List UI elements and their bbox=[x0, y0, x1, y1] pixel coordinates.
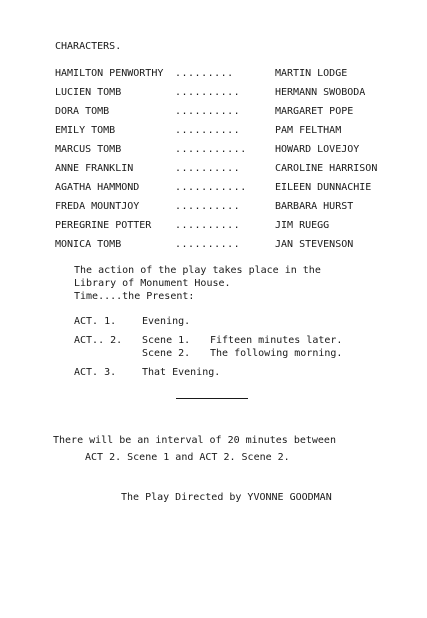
leader-dots: .......... bbox=[175, 163, 241, 174]
leader-dots: .......... bbox=[175, 239, 241, 250]
actor-name: JAN STEVENSON bbox=[275, 239, 354, 250]
scene-label: Scene 2. bbox=[142, 348, 191, 359]
leader-dots: ......... bbox=[175, 68, 234, 79]
scene-label: Evening. bbox=[142, 316, 191, 327]
character-name: FREDA MOUNTJOY bbox=[55, 201, 140, 212]
actor-name: HOWARD LOVEJOY bbox=[275, 144, 360, 155]
director-credit: The Play Directed by YVONNE GOODMAN bbox=[121, 492, 332, 503]
scene-label: That Evening. bbox=[142, 367, 221, 378]
actor-name: MARGARET POPE bbox=[275, 106, 354, 117]
actor-name: MARTIN LODGE bbox=[275, 68, 348, 79]
interval-notice bbox=[53, 432, 336, 466]
cast-row bbox=[55, 201, 400, 215]
cast-row bbox=[55, 125, 400, 139]
interval-line: ACT 2. Scene 1 and ACT 2. Scene 2. bbox=[85, 452, 290, 463]
setting-text bbox=[74, 264, 321, 303]
actor-name: EILEEN DUNNACHIE bbox=[275, 182, 372, 193]
cast-row bbox=[55, 68, 400, 82]
actor-name: PAM FELTHAM bbox=[275, 125, 342, 136]
character-name: PEREGRINE POTTER bbox=[55, 220, 152, 231]
character-name: MARCUS TOMB bbox=[55, 144, 122, 155]
act-number: ACT. 3. bbox=[74, 367, 117, 378]
cast-row bbox=[55, 220, 400, 234]
cast-row bbox=[55, 239, 400, 253]
character-name: HAMILTON PENWORTHY bbox=[55, 68, 164, 79]
actor-name: JIM RUEGG bbox=[275, 220, 330, 231]
leader-dots: .......... bbox=[175, 87, 241, 98]
scene-label: Scene 1. bbox=[142, 335, 191, 346]
setting-line: Library of Monument House. bbox=[74, 278, 231, 289]
leader-dots: .......... bbox=[175, 106, 241, 117]
cast-row bbox=[55, 182, 400, 196]
characters-heading: CHARACTERS. bbox=[55, 41, 122, 52]
cast-row bbox=[55, 144, 400, 158]
actor-name: BARBARA HURST bbox=[275, 201, 354, 212]
setting-line: Time....the Present: bbox=[74, 291, 195, 302]
character-name: AGATHA HAMMOND bbox=[55, 182, 140, 193]
divider-rule bbox=[176, 398, 248, 399]
leader-dots: .......... bbox=[175, 125, 241, 136]
actor-name: CAROLINE HARRISON bbox=[275, 163, 378, 174]
cast-row bbox=[55, 106, 400, 120]
character-name: LUCIEN TOMB bbox=[55, 87, 122, 98]
character-name: DORA TOMB bbox=[55, 106, 110, 117]
leader-dots: ........... bbox=[175, 182, 247, 193]
cast-row bbox=[55, 163, 400, 177]
leader-dots: ........... bbox=[175, 144, 247, 155]
cast-row bbox=[55, 87, 400, 101]
leader-dots: .......... bbox=[175, 220, 241, 231]
scene-time: The following morning. bbox=[210, 348, 343, 359]
character-name: MONICA TOMB bbox=[55, 239, 122, 250]
actor-name: HERMANN SWOBODA bbox=[275, 87, 366, 98]
setting-line: The action of the play takes place in the bbox=[74, 265, 321, 276]
interval-line: There will be an interval of 20 minutes between bbox=[53, 435, 336, 446]
act-number: ACT.. 2. bbox=[74, 335, 123, 346]
character-name: EMILY TOMB bbox=[55, 125, 116, 136]
character-name: ANNE FRANKLIN bbox=[55, 163, 134, 174]
scene-time: Fifteen minutes later. bbox=[210, 335, 343, 346]
leader-dots: .......... bbox=[175, 201, 241, 212]
act-number: ACT. 1. bbox=[74, 316, 117, 327]
